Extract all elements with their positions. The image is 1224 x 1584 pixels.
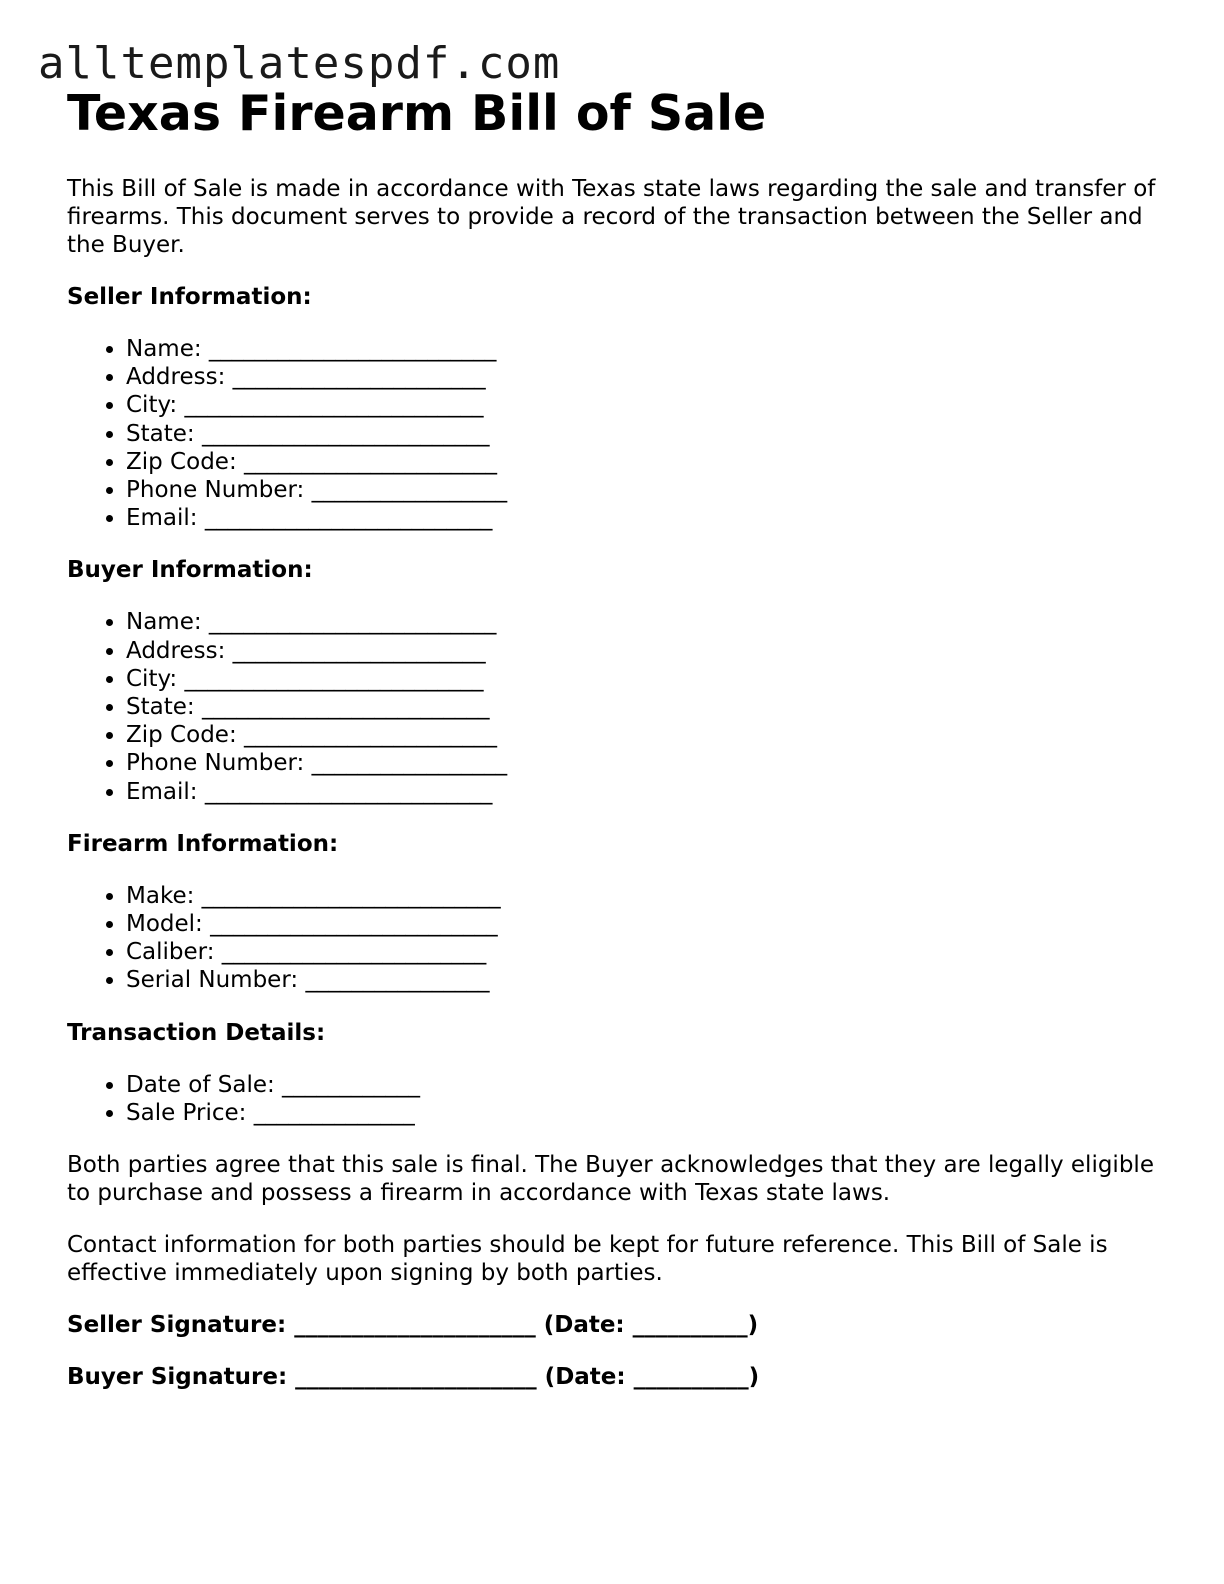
buyer-list <box>67 608 1167 805</box>
seller-phone-field[interactable]: • Phone Number: _________________ <box>126 476 1167 504</box>
buyer-name-field[interactable]: • Name: _________________________ <box>126 608 1167 636</box>
firearm-list <box>67 882 1167 995</box>
seller-heading: Seller Information: <box>67 284 312 310</box>
transaction-list <box>67 1071 1167 1127</box>
date-of-sale-field[interactable]: • Date of Sale: ____________ <box>126 1071 1167 1099</box>
firearm-serial-field[interactable]: • Serial Number: ________________ <box>126 966 1167 994</box>
intro-paragraph: This Bill of Sale is made in accordance with Texas state laws regarding the sale and transfer of firearms. This document serves to provide a record of the transaction between the Seller and the Buyer. <box>67 176 1156 258</box>
contact-note-paragraph: Contact information for both parties should be kept for future reference. This Bill of Sale is effective immediately upon signing by both parties. <box>67 1232 1108 1287</box>
buyer-address-field[interactable]: • Address: ______________________ <box>126 637 1167 665</box>
firearm-caliber-field[interactable]: • Caliber: _______________________ <box>126 938 1167 966</box>
buyer-phone-field[interactable]: • Phone Number: _________________ <box>126 749 1167 777</box>
seller-signature-line[interactable]: Seller Signature: _____________________ (Date: __________) <box>67 1312 759 1339</box>
seller-zip-field[interactable]: • Zip Code: ______________________ <box>126 448 1167 476</box>
buyer-heading: Buyer Information: <box>67 557 313 584</box>
sale-price-field[interactable]: • Sale Price: ______________ <box>126 1099 1167 1127</box>
transaction-heading: Transaction Details: <box>67 1019 326 1046</box>
buyer-city-field[interactable]: • City: __________________________ <box>126 665 1167 693</box>
seller-city-field[interactable]: • City: __________________________ <box>126 391 1167 419</box>
seller-address-field[interactable]: • Address: ______________________ <box>126 363 1167 391</box>
firearm-heading: Firearm Information: <box>67 830 339 857</box>
seller-email-field[interactable]: • Email: _________________________ <box>126 504 1167 532</box>
seller-name-field[interactable]: • Name: _________________________ <box>126 335 1167 363</box>
seller-state-field[interactable]: • State: _________________________ <box>126 420 1167 448</box>
buyer-state-field[interactable]: • State: _________________________ <box>126 693 1167 721</box>
agreement-paragraph: Both parties agree that this sale is final. The Buyer acknowledges that they are legally eligible to purchase and possess a firearm in accordance with Texas state laws. <box>67 1152 1154 1207</box>
buyer-email-field[interactable]: • Email: _________________________ <box>126 778 1167 806</box>
buyer-signature-line[interactable]: Buyer Signature: _____________________ (Date: __________) <box>67 1364 760 1391</box>
watermark: alltemplatespdf.com <box>38 38 561 89</box>
page-title: Texas Firearm Bill of Sale <box>67 85 767 142</box>
seller-list <box>67 335 1167 532</box>
buyer-zip-field[interactable]: • Zip Code: ______________________ <box>126 721 1167 749</box>
firearm-make-field[interactable]: • Make: __________________________ <box>126 882 1167 910</box>
firearm-model-field[interactable]: • Model: _________________________ <box>126 910 1167 938</box>
document-body <box>67 84 1167 1391</box>
